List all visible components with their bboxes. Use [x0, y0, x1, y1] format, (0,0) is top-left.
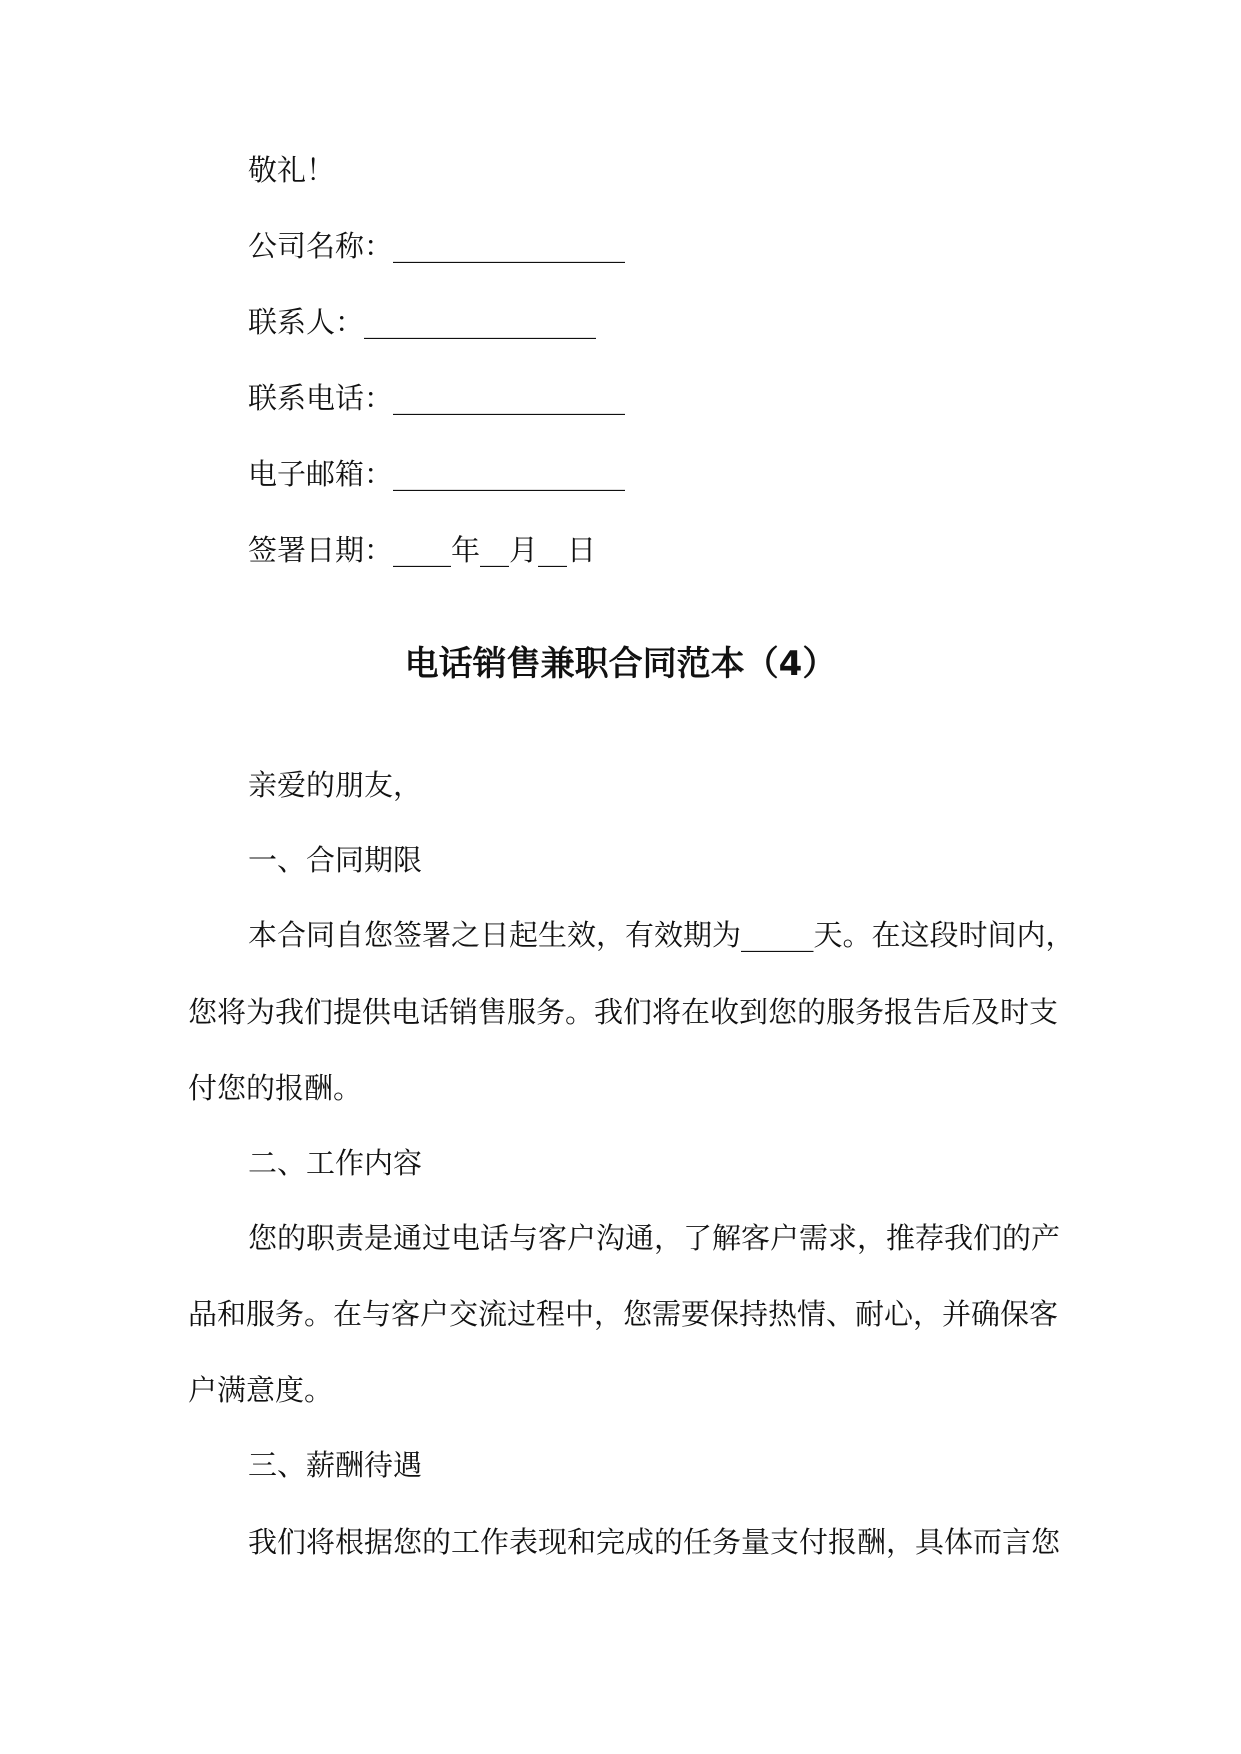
heading-compensation: 三、薪酬待遇: [248, 1448, 423, 1482]
heading-work-content: 二、工作内容: [248, 1146, 423, 1180]
paragraph-contract-term-line-3: 付您的报酬。: [188, 1071, 363, 1105]
paragraph-work-content-line-1: 您的职责是通过电话与客户沟通，了解客户需求，推荐我们的产: [248, 1221, 1061, 1255]
paragraph-contract-term-line-2: 您将为我们提供电话销售服务。我们将在收到您的服务报告后及时支: [188, 995, 1059, 1029]
sign-date-field: 签署日期：____年__月__日: [248, 533, 597, 567]
email-field: 电子邮箱：________________: [248, 457, 626, 491]
paragraph-work-content-line-3: 户满意度。: [188, 1373, 334, 1407]
contact-phone-field: 联系电话：________________: [248, 381, 626, 415]
paragraph-work-content-line-2: 品和服务。在与客户交流过程中，您需要保持热情、耐心，并确保客: [188, 1297, 1059, 1331]
paragraph-compensation-line-1: 我们将根据您的工作表现和完成的任务量支付报酬，具体而言您: [248, 1525, 1061, 1559]
section-title: 电话销售兼职合同范本（4）: [404, 644, 837, 684]
paragraph-contract-term-line-1: 本合同自您签署之日起生效，有效期为_____天。在这段时间内，: [248, 918, 1075, 952]
company-name-field: 公司名称：________________: [248, 229, 626, 263]
greeting: 亲爱的朋友，: [248, 768, 423, 802]
heading-contract-term: 一、合同期限: [248, 843, 423, 877]
closing-salutation: 敬礼！: [248, 153, 336, 187]
contact-person-field: 联系人：________________: [248, 305, 597, 339]
